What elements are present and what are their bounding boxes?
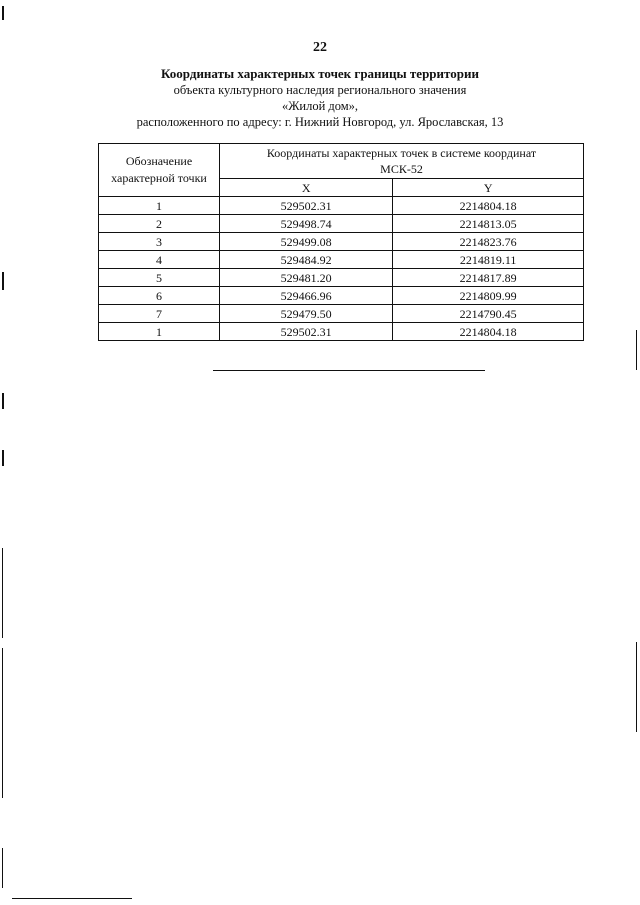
- page-number: 22: [313, 40, 327, 55]
- cell-x: 529499.08: [220, 233, 393, 251]
- scan-mark: [636, 330, 637, 370]
- cell-y: 2214817.89: [393, 269, 584, 287]
- header-point-line-1: Обозначение: [125, 154, 193, 168]
- document-heading: [0, 66, 640, 130]
- cell-y: 2214804.18: [393, 323, 584, 341]
- table-header-row: [99, 144, 584, 179]
- cell-y: 2214823.76: [393, 233, 584, 251]
- cell-point: 6: [99, 287, 220, 305]
- header-x: X: [220, 179, 393, 197]
- heading-subtitle-line-1: объекта культурного наследия регионального значения: [173, 83, 467, 97]
- cell-point: 3: [99, 233, 220, 251]
- scan-mark: [2, 848, 3, 888]
- footer-line: [12, 898, 132, 899]
- table-row: [99, 287, 584, 305]
- cell-point: 5: [99, 269, 220, 287]
- cell-y: 2214804.18: [393, 197, 584, 215]
- scan-mark: [2, 272, 4, 290]
- cell-x: 529484.92: [220, 251, 393, 269]
- header-coords-line-1: Координаты характерных точек в системе координат: [266, 146, 537, 160]
- scan-mark: [2, 548, 3, 638]
- cell-point: 4: [99, 251, 220, 269]
- cell-y: 2214790.45: [393, 305, 584, 323]
- table-row: [99, 251, 584, 269]
- header-coords-line-2: МСК-52: [380, 162, 423, 176]
- scan-mark: [2, 6, 4, 20]
- cell-point: 1: [99, 323, 220, 341]
- scan-mark: [2, 648, 3, 798]
- cell-x: 529479.50: [220, 305, 393, 323]
- cell-point: 1: [99, 197, 220, 215]
- cell-y: 2214809.99: [393, 287, 584, 305]
- header-coordinates: [220, 144, 584, 179]
- cell-x: 529498.74: [220, 215, 393, 233]
- cell-y: 2214819.11: [393, 251, 584, 269]
- table-row: [99, 269, 584, 287]
- heading-subtitle-line-2: «Жилой дом»,: [281, 99, 359, 113]
- cell-y: 2214813.05: [393, 215, 584, 233]
- scan-mark: [2, 450, 4, 466]
- table-row: [99, 233, 584, 251]
- cell-x: 529502.31: [220, 323, 393, 341]
- header-y: Y: [393, 179, 584, 197]
- heading-subtitle-line-3: расположенного по адресу: г. Нижний Новгород, ул. Ярославская, 13: [136, 115, 504, 129]
- header-point-designation: [99, 144, 220, 197]
- table-row: [99, 197, 584, 215]
- cell-x: 529481.20: [220, 269, 393, 287]
- cell-point: 7: [99, 305, 220, 323]
- separator-line: [213, 370, 485, 371]
- table-row: [99, 215, 584, 233]
- cell-point: 2: [99, 215, 220, 233]
- scan-mark: [636, 642, 637, 732]
- table-row: [99, 323, 584, 341]
- header-point-line-2: характерной точки: [111, 171, 207, 185]
- table-row: [99, 305, 584, 323]
- cell-x: 529502.31: [220, 197, 393, 215]
- document-title: Координаты характерных точек границы территории: [161, 66, 479, 81]
- cell-x: 529466.96: [220, 287, 393, 305]
- coordinates-table: [98, 143, 584, 341]
- scan-mark: [2, 393, 4, 409]
